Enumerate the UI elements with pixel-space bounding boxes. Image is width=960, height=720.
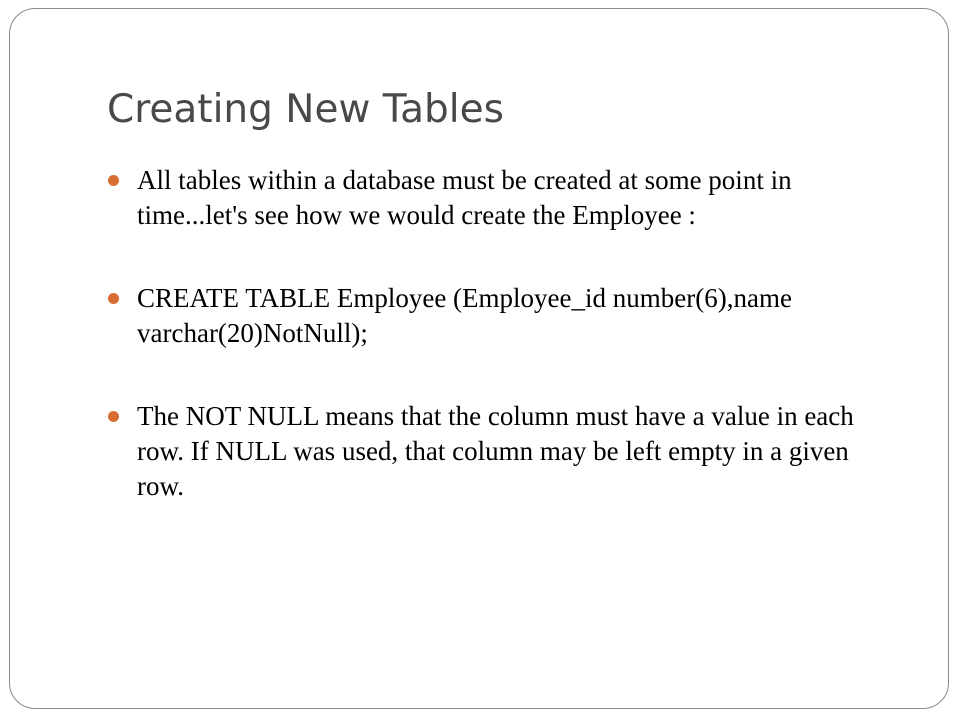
bullet-text: The NOT NULL means that the column must have a value in each row. If NULL was used, that column may be left empty in a given row. xyxy=(137,401,854,501)
bullet-text: All tables within a database must be created at some point in time...let's see how we would create the Employee : xyxy=(137,165,792,230)
bullet-item xyxy=(107,163,897,233)
slide-title: Creating New Tables xyxy=(107,87,504,132)
bullet-item xyxy=(107,281,897,351)
bullet-list xyxy=(107,163,897,552)
bullet-marker-icon xyxy=(108,411,119,422)
bullet-item xyxy=(107,399,897,504)
bullet-marker-icon xyxy=(108,175,119,186)
bullet-marker-icon xyxy=(108,293,119,304)
bullet-text: CREATE TABLE Employee (Employee_id number(6),name varchar(20)NotNull); xyxy=(137,283,792,348)
